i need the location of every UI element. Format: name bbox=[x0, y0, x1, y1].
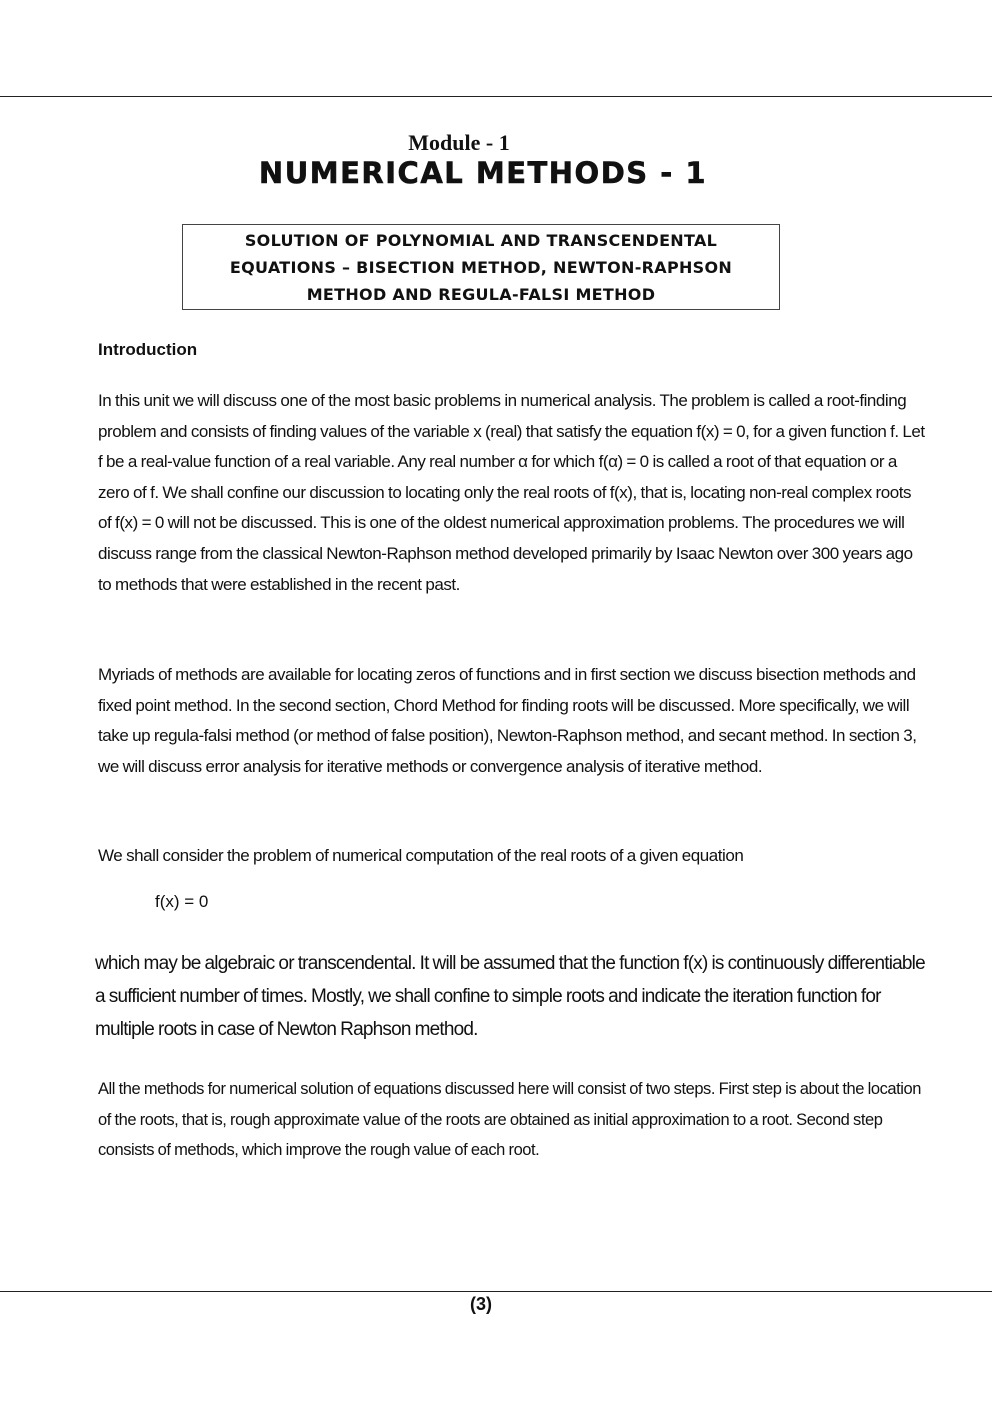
paragraph-methods-overview: Myriads of methods are available for locating zeros of functions and in first section we discuss bisection methods and fixed point method. In the second section, Chord Method for finding roots will be discussed. More specifically, we will take up regula-falsi method (or method of false position), Newton-Raphson method, and secant method. In section 3, we will discuss error analysis for iterative methods or convergence analysis of iterative method. bbox=[98, 665, 917, 776]
module-label: Module - 1 bbox=[408, 130, 510, 155]
module-title: NUMERICAL METHODS - 1 bbox=[258, 156, 708, 190]
topic-text bbox=[230, 227, 732, 308]
top-rule bbox=[0, 96, 992, 97]
topic-box bbox=[182, 224, 780, 310]
bottom-rule bbox=[0, 1291, 992, 1292]
topic-line-2: EQUATIONS – BISECTION METHOD, NEWTON-RAPHSON bbox=[229, 257, 733, 277]
topic-line-3: METHOD AND REGULA-FALSI METHOD bbox=[306, 284, 656, 304]
equation: f(x) = 0 bbox=[155, 892, 209, 911]
paragraph-assumptions: which may be algebraic or transcendental. It will be assumed that the function f(x) is continuously differentiable a sufficient number of times. Mostly, we shall confine to simple roots and indicate the iteration function for multiple roots in case of Newton Raphson method. bbox=[95, 953, 925, 1040]
section-heading: Introduction bbox=[98, 340, 198, 359]
paragraph-problem-statement: We shall consider the problem of numerical computation of the real roots of a given equation bbox=[98, 846, 744, 865]
topic-line-1: SOLUTION OF POLYNOMIAL AND TRANSCENDENTAL bbox=[244, 230, 718, 250]
paragraph-two-steps: All the methods for numerical solution of equations discussed here will consist of two steps. First step is about the location of the roots, that is, rough approximate value of the roots are obtained as initial approximation to a root. Second step consists of methods, which improve the rough value of each root. bbox=[98, 1080, 921, 1159]
paragraph-introduction: In this unit we will discuss one of the most basic problems in numerical analysis. The problem is called a root-finding problem and consists of finding values of the variable x (real) that satisfy the equation f(x) = 0, for a given function f. Let f be a real-value function of a real variable. Any real number α for which f(α) = 0 is called a root of that equation or a zero of f. We shall confine our discussion to locating only the real roots of f(x), that is, locating non-real complex roots of f(x) = 0 will not be discussed. This is one of the oldest numerical approximation problems. The procedures we will discuss range from the classical Newton-Raphson method developed primarily by Isaac Newton over 300 years ago to methods that were established in the recent past. bbox=[98, 391, 925, 594]
page-number: (3) bbox=[470, 1294, 492, 1314]
